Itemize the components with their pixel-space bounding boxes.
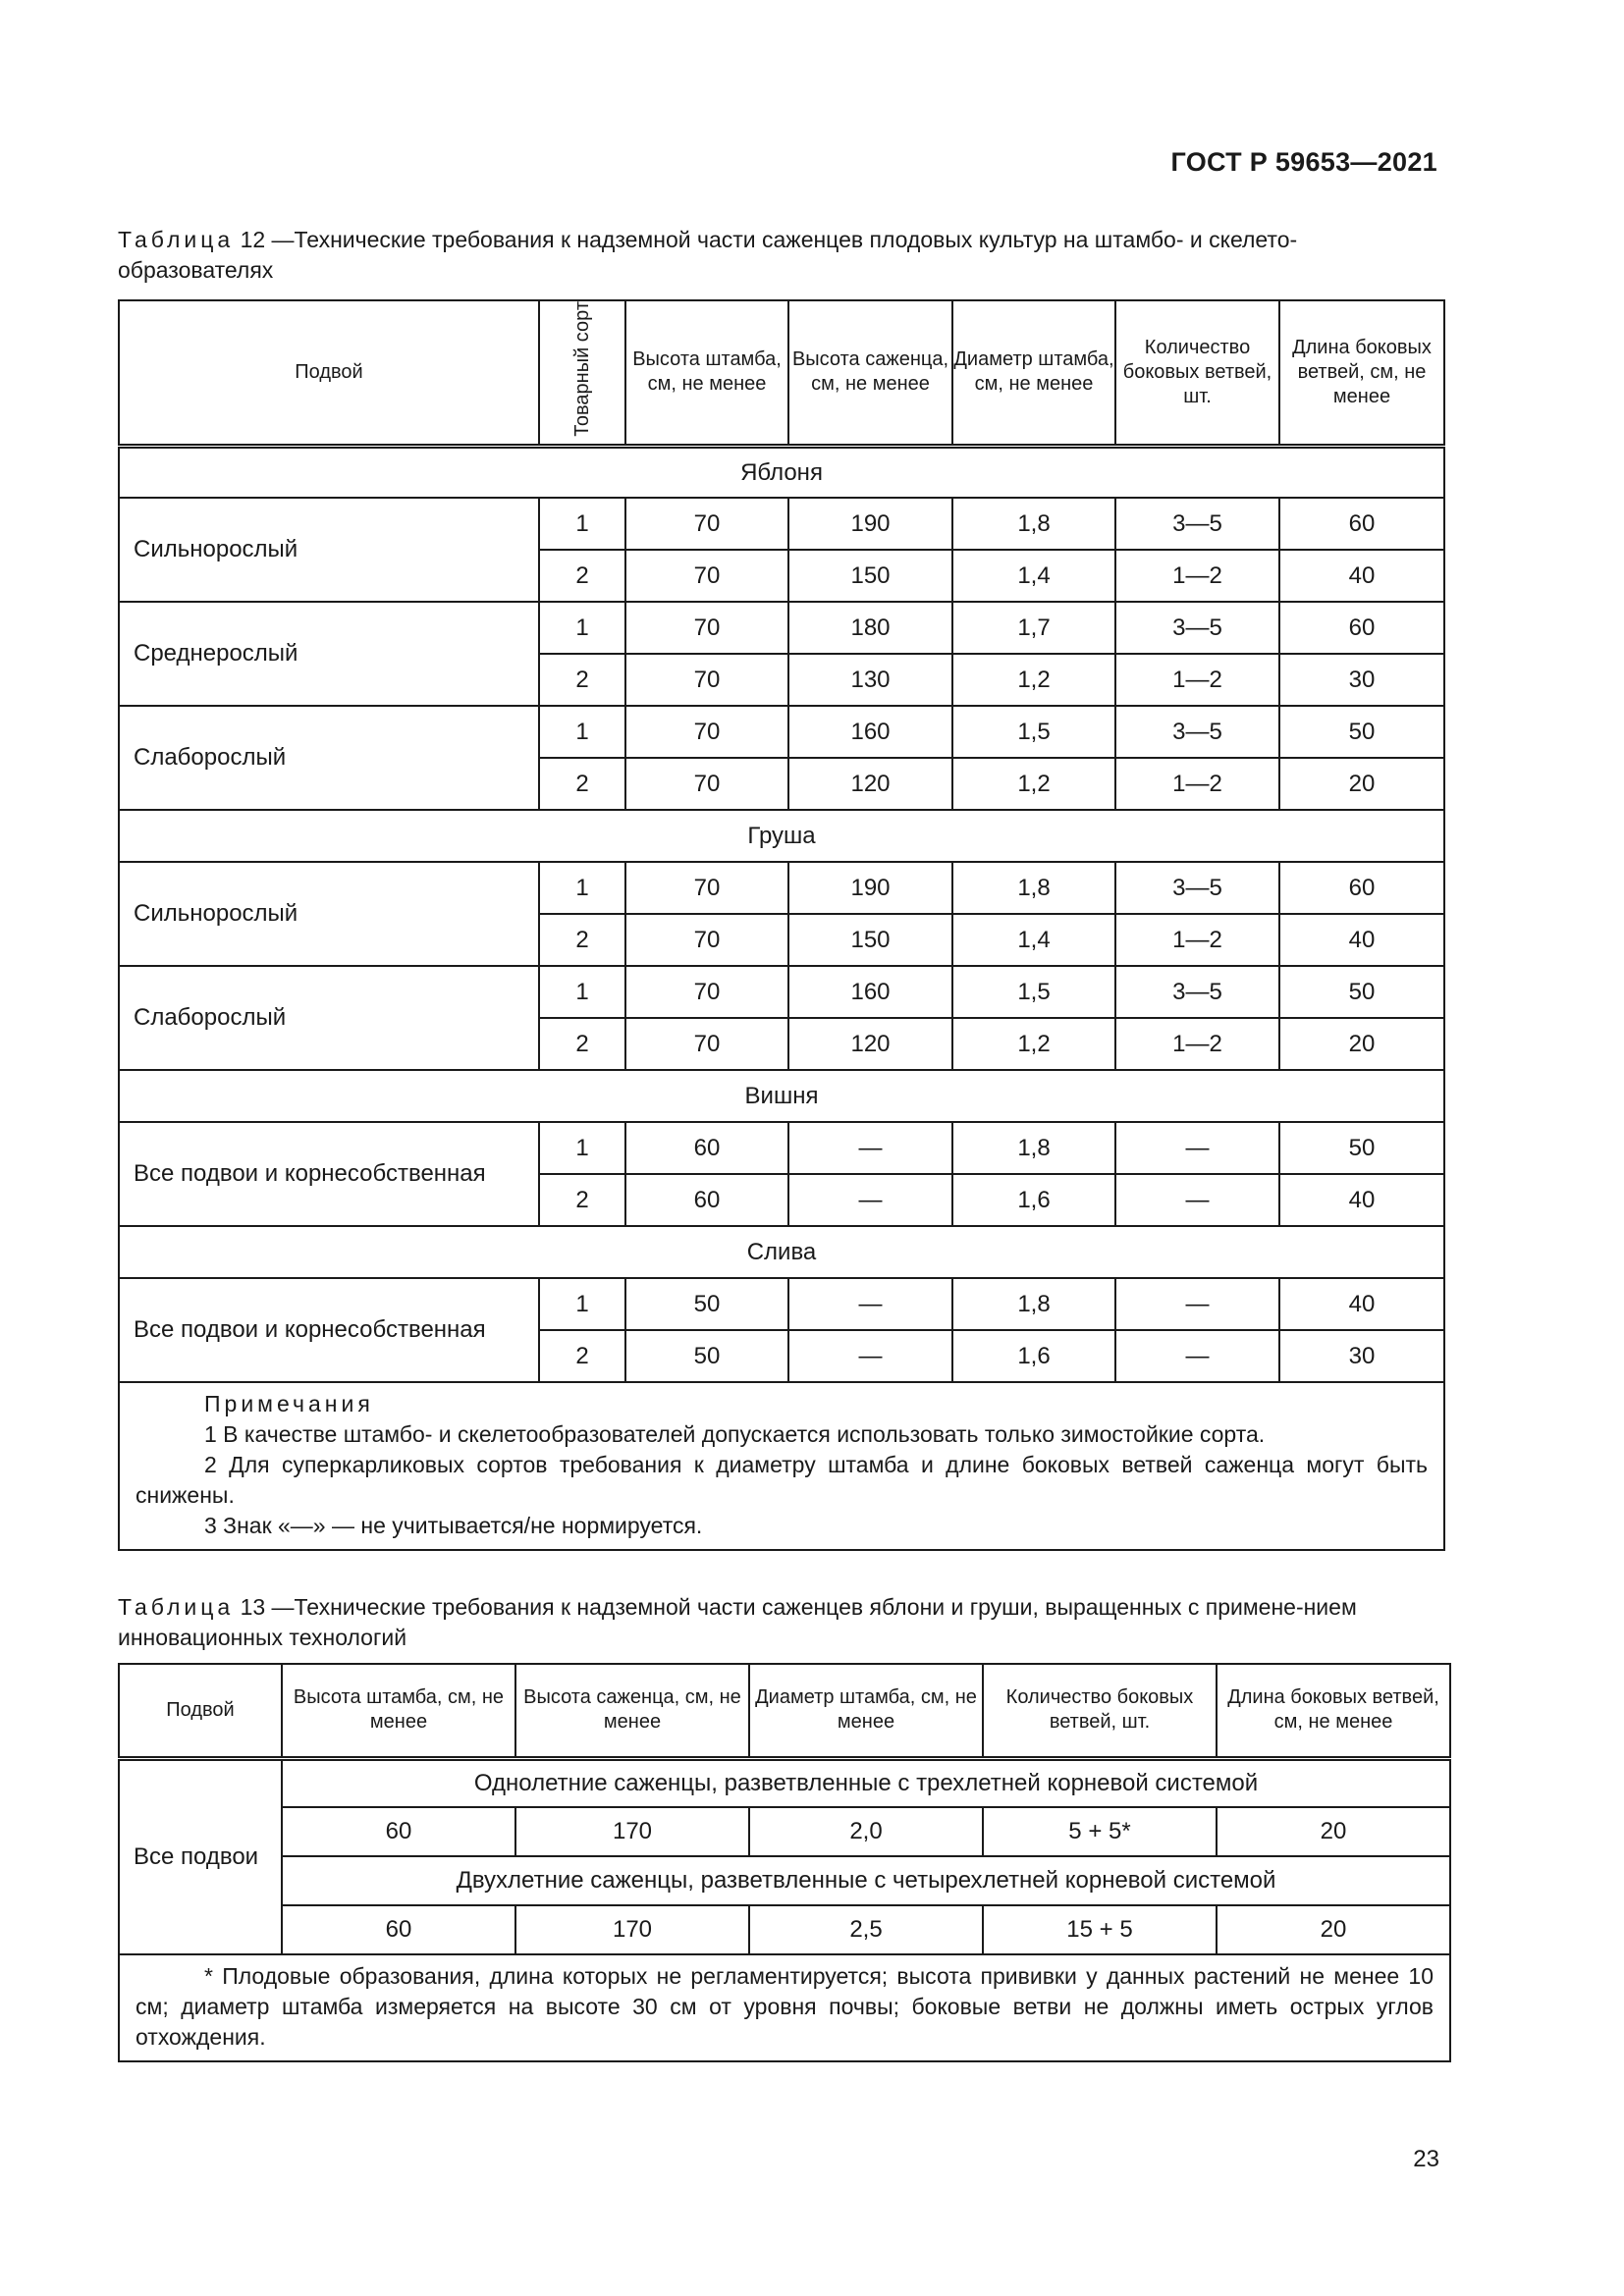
table12-cell-length: 60	[1279, 602, 1444, 654]
table12-cell-plant-height: 190	[788, 498, 952, 550]
table12-group-row	[119, 1226, 1444, 1278]
table12-cell-branches: —	[1115, 1122, 1279, 1174]
t13-cell: 60	[282, 1807, 515, 1856]
t13-header-plant-height: Высота саженца, см, не менее	[515, 1664, 749, 1758]
table12-cell-plant-height: —	[788, 1174, 952, 1226]
t13-cell: 5 + 5*	[983, 1807, 1217, 1856]
header-stem-diameter: Диаметр штамба, см, не менее	[952, 300, 1115, 446]
table12-cell-length: 40	[1279, 914, 1444, 966]
table12-cell-length: 50	[1279, 966, 1444, 1018]
table12-cell-length: 60	[1279, 498, 1444, 550]
table12-cell-diameter: 1,8	[952, 1278, 1115, 1330]
table12-cell-diameter: 1,2	[952, 758, 1115, 810]
t13-footnote: * Плодовые образования, длина которых не регламентируется; высота прививки у данных растений не менее 10 см; диаметр штамба измеряется на высоте 30 см от уровня почвы; боковые ветви не должны иметь острых углов отхождения.	[135, 1963, 1434, 2050]
t13-header-branch-length: Длина боковых ветвей, см, не менее	[1217, 1664, 1450, 1758]
table12-group-row	[119, 1070, 1444, 1122]
table12-cell-diameter: 1,2	[952, 654, 1115, 706]
table12-cell-stem-height: 60	[625, 1174, 788, 1226]
table12-cell-grade: 1	[539, 1278, 625, 1330]
table12-cell-grade: 2	[539, 550, 625, 602]
t13-header-rootstock: Подвой	[119, 1664, 282, 1758]
note-item: 3 Знак «—» — не учитывается/не нормируется.	[204, 1513, 703, 1539]
table12-cell-plant-height: —	[788, 1122, 952, 1174]
table12-cell-branches: 3—5	[1115, 706, 1279, 758]
table12-cell-diameter: 1,8	[952, 498, 1115, 550]
group-name-cell: Груша	[119, 810, 1444, 862]
table12-cell-grade: 2	[539, 914, 625, 966]
table12-cell-length: 30	[1279, 654, 1444, 706]
t13-section-title: Двухлетние саженцы, разветвленные с четырехлетней корневой системой	[282, 1856, 1450, 1905]
notes-cell	[119, 1382, 1444, 1550]
rootstock-cell: Слаборослый	[119, 706, 539, 810]
table13-data-row	[119, 1905, 1450, 1954]
table12-data-row	[119, 498, 1444, 550]
table12-cell-diameter: 1,6	[952, 1174, 1115, 1226]
table12-cell-diameter: 1,8	[952, 1122, 1115, 1174]
table13-section-row	[119, 1758, 1450, 1807]
table12-cell-length: 30	[1279, 1330, 1444, 1382]
table12-cell-branches: 1—2	[1115, 654, 1279, 706]
table13-data-row	[119, 1807, 1450, 1856]
table12-cell-stem-height: 70	[625, 706, 788, 758]
table12-cell-grade: 2	[539, 654, 625, 706]
table12-cell-grade: 2	[539, 758, 625, 810]
table12-cell-stem-height: 50	[625, 1330, 788, 1382]
table12-cell-grade: 1	[539, 602, 625, 654]
table13-caption	[118, 1592, 1441, 1653]
group-name-cell: Вишня	[119, 1070, 1444, 1122]
table12-cell-plant-height: 160	[788, 706, 952, 758]
table12-cell-branches: 3—5	[1115, 602, 1279, 654]
header-rootstock: Подвой	[119, 300, 539, 446]
table12-cell-length: 20	[1279, 1018, 1444, 1070]
table12-cell-branches: —	[1115, 1278, 1279, 1330]
header-branch-count: Количество боковых ветвей, шт.	[1115, 300, 1279, 446]
table13-caption-text: 13 —Технические требования к надземной части саженцев яблони и груши, выращенных с примене-нием инновационных технологий	[118, 1594, 1357, 1650]
t13-section-title: Однолетние саженцы, разветвленные с трехлетней корневой системой	[282, 1758, 1450, 1807]
table12-cell-length: 40	[1279, 1278, 1444, 1330]
table12	[118, 299, 1445, 1551]
table12-data-row	[119, 862, 1444, 914]
table12-cell-diameter: 1,4	[952, 914, 1115, 966]
table13-caption-label: Таблица	[118, 1594, 235, 1620]
t13-cell: 2,0	[749, 1807, 983, 1856]
table12-caption-label: Таблица	[118, 227, 235, 252]
rootstock-cell: Слаборослый	[119, 966, 539, 1070]
table12-cell-length: 40	[1279, 1174, 1444, 1226]
table12-notes-row	[119, 1382, 1444, 1550]
table12-cell-diameter: 1,2	[952, 1018, 1115, 1070]
rootstock-cell: Среднерослый	[119, 602, 539, 706]
table12-cell-branches: 1—2	[1115, 914, 1279, 966]
table12-cell-branches: —	[1115, 1330, 1279, 1382]
table12-data-row	[119, 1122, 1444, 1174]
table12-cell-plant-height: 150	[788, 914, 952, 966]
table12-cell-length: 40	[1279, 550, 1444, 602]
table12-cell-length: 50	[1279, 706, 1444, 758]
table12-cell-plant-height: —	[788, 1278, 952, 1330]
document-code: ГОСТ Р 59653—2021	[1170, 147, 1437, 177]
table12-cell-plant-height: 160	[788, 966, 952, 1018]
table12-cell-grade: 1	[539, 706, 625, 758]
table12-header-row	[119, 300, 1444, 446]
table12-cell-branches: —	[1115, 1174, 1279, 1226]
header-branch-length: Длина боковых ветвей, см, не менее	[1279, 300, 1444, 446]
t13-header-branch-count: Количество боковых ветвей, шт.	[983, 1664, 1217, 1758]
rootstock-cell: Все подвои и корнесобственная	[119, 1122, 539, 1226]
table12-cell-branches: 1—2	[1115, 1018, 1279, 1070]
page-number: 23	[1413, 2146, 1439, 2172]
table12-cell-grade: 1	[539, 966, 625, 1018]
table12-cell-diameter: 1,7	[952, 602, 1115, 654]
note-item: 1 В качестве штамбо- и скелетообразователей допускается использовать только зимостойкие сорта.	[204, 1421, 1266, 1448]
table12-cell-length: 60	[1279, 862, 1444, 914]
t13-cell: 20	[1217, 1807, 1450, 1856]
table12-cell-branches: 3—5	[1115, 498, 1279, 550]
table12-cell-stem-height: 70	[625, 914, 788, 966]
table13	[118, 1663, 1451, 2062]
t13-cell: 2,5	[749, 1905, 983, 1954]
table12-cell-grade: 1	[539, 862, 625, 914]
t13-cell: 15 + 5	[983, 1905, 1217, 1954]
table12-cell-diameter: 1,4	[952, 550, 1115, 602]
t13-header-stem-diameter: Диаметр штамба, см, не менее	[749, 1664, 983, 1758]
table13-footnote-row	[119, 1954, 1450, 2061]
table12-cell-grade: 2	[539, 1018, 625, 1070]
table12-cell-stem-height: 70	[625, 550, 788, 602]
header-grade-text: Товарный сорт	[570, 301, 593, 437]
table12-cell-branches: 1—2	[1115, 758, 1279, 810]
table12-cell-grade: 1	[539, 498, 625, 550]
header-plant-height: Высота саженца, см, не менее	[788, 300, 952, 446]
t13-header-stem-height: Высота штамба, см, не менее	[282, 1664, 515, 1758]
table13-section-row	[119, 1856, 1450, 1905]
table12-cell-stem-height: 70	[625, 1018, 788, 1070]
rootstock-cell: Все подвои и корнесобственная	[119, 1278, 539, 1382]
table12-cell-diameter: 1,8	[952, 862, 1115, 914]
t13-rootstock-cell: Все подвои	[119, 1758, 282, 1954]
table12-data-row	[119, 1278, 1444, 1330]
note-item: 2 Для суперкарликовых сортов требования к диаметру штамба и длине боковых ветвей саженца могут быть снижены.	[135, 1452, 1428, 1509]
table12-data-row	[119, 602, 1444, 654]
table12-caption	[118, 225, 1441, 286]
table12-group-row	[119, 446, 1444, 498]
table12-cell-plant-height: 130	[788, 654, 952, 706]
rootstock-cell: Сильнорослый	[119, 862, 539, 966]
table12-cell-plant-height: 180	[788, 602, 952, 654]
table12-cell-stem-height: 70	[625, 498, 788, 550]
table12-cell-stem-height: 70	[625, 758, 788, 810]
table12-cell-plant-height: —	[788, 1330, 952, 1382]
group-name-cell: Слива	[119, 1226, 1444, 1278]
table12-cell-plant-height: 150	[788, 550, 952, 602]
t13-cell: 60	[282, 1905, 515, 1954]
table12-caption-text: 12 —Технические требования к надземной части саженцев плодовых культур на штамбо- и скелето-образователях	[118, 227, 1298, 283]
table12-cell-grade: 1	[539, 1122, 625, 1174]
table12-cell-length: 50	[1279, 1122, 1444, 1174]
table12-cell-stem-height: 50	[625, 1278, 788, 1330]
table12-cell-grade: 2	[539, 1174, 625, 1226]
table12-cell-diameter: 1,5	[952, 966, 1115, 1018]
table12-cell-stem-height: 70	[625, 966, 788, 1018]
table12-data-row	[119, 706, 1444, 758]
table12-cell-stem-height: 70	[625, 602, 788, 654]
table12-cell-stem-height: 70	[625, 862, 788, 914]
table13-header-row	[119, 1664, 1450, 1758]
table12-group-row	[119, 810, 1444, 862]
rootstock-cell: Сильнорослый	[119, 498, 539, 602]
table12-cell-stem-height: 70	[625, 654, 788, 706]
table12-cell-diameter: 1,5	[952, 706, 1115, 758]
table12-cell-plant-height: 120	[788, 1018, 952, 1070]
table12-cell-diameter: 1,6	[952, 1330, 1115, 1382]
table12-cell-branches: 3—5	[1115, 966, 1279, 1018]
table12-cell-branches: 1—2	[1115, 550, 1279, 602]
t13-cell: 170	[515, 1807, 749, 1856]
table12-cell-grade: 2	[539, 1330, 625, 1382]
t13-footnote-cell	[119, 1954, 1450, 2061]
group-name-cell: Яблоня	[119, 446, 1444, 498]
notes-title: Примечания	[204, 1391, 374, 1417]
table12-cell-branches: 3—5	[1115, 862, 1279, 914]
table12-data-row	[119, 966, 1444, 1018]
table12-cell-length: 20	[1279, 758, 1444, 810]
table12-cell-stem-height: 60	[625, 1122, 788, 1174]
table12-cell-plant-height: 190	[788, 862, 952, 914]
t13-cell: 170	[515, 1905, 749, 1954]
header-grade	[539, 300, 625, 446]
t13-cell: 20	[1217, 1905, 1450, 1954]
table12-cell-plant-height: 120	[788, 758, 952, 810]
header-stem-height: Высота штамба, см, не менее	[625, 300, 788, 446]
